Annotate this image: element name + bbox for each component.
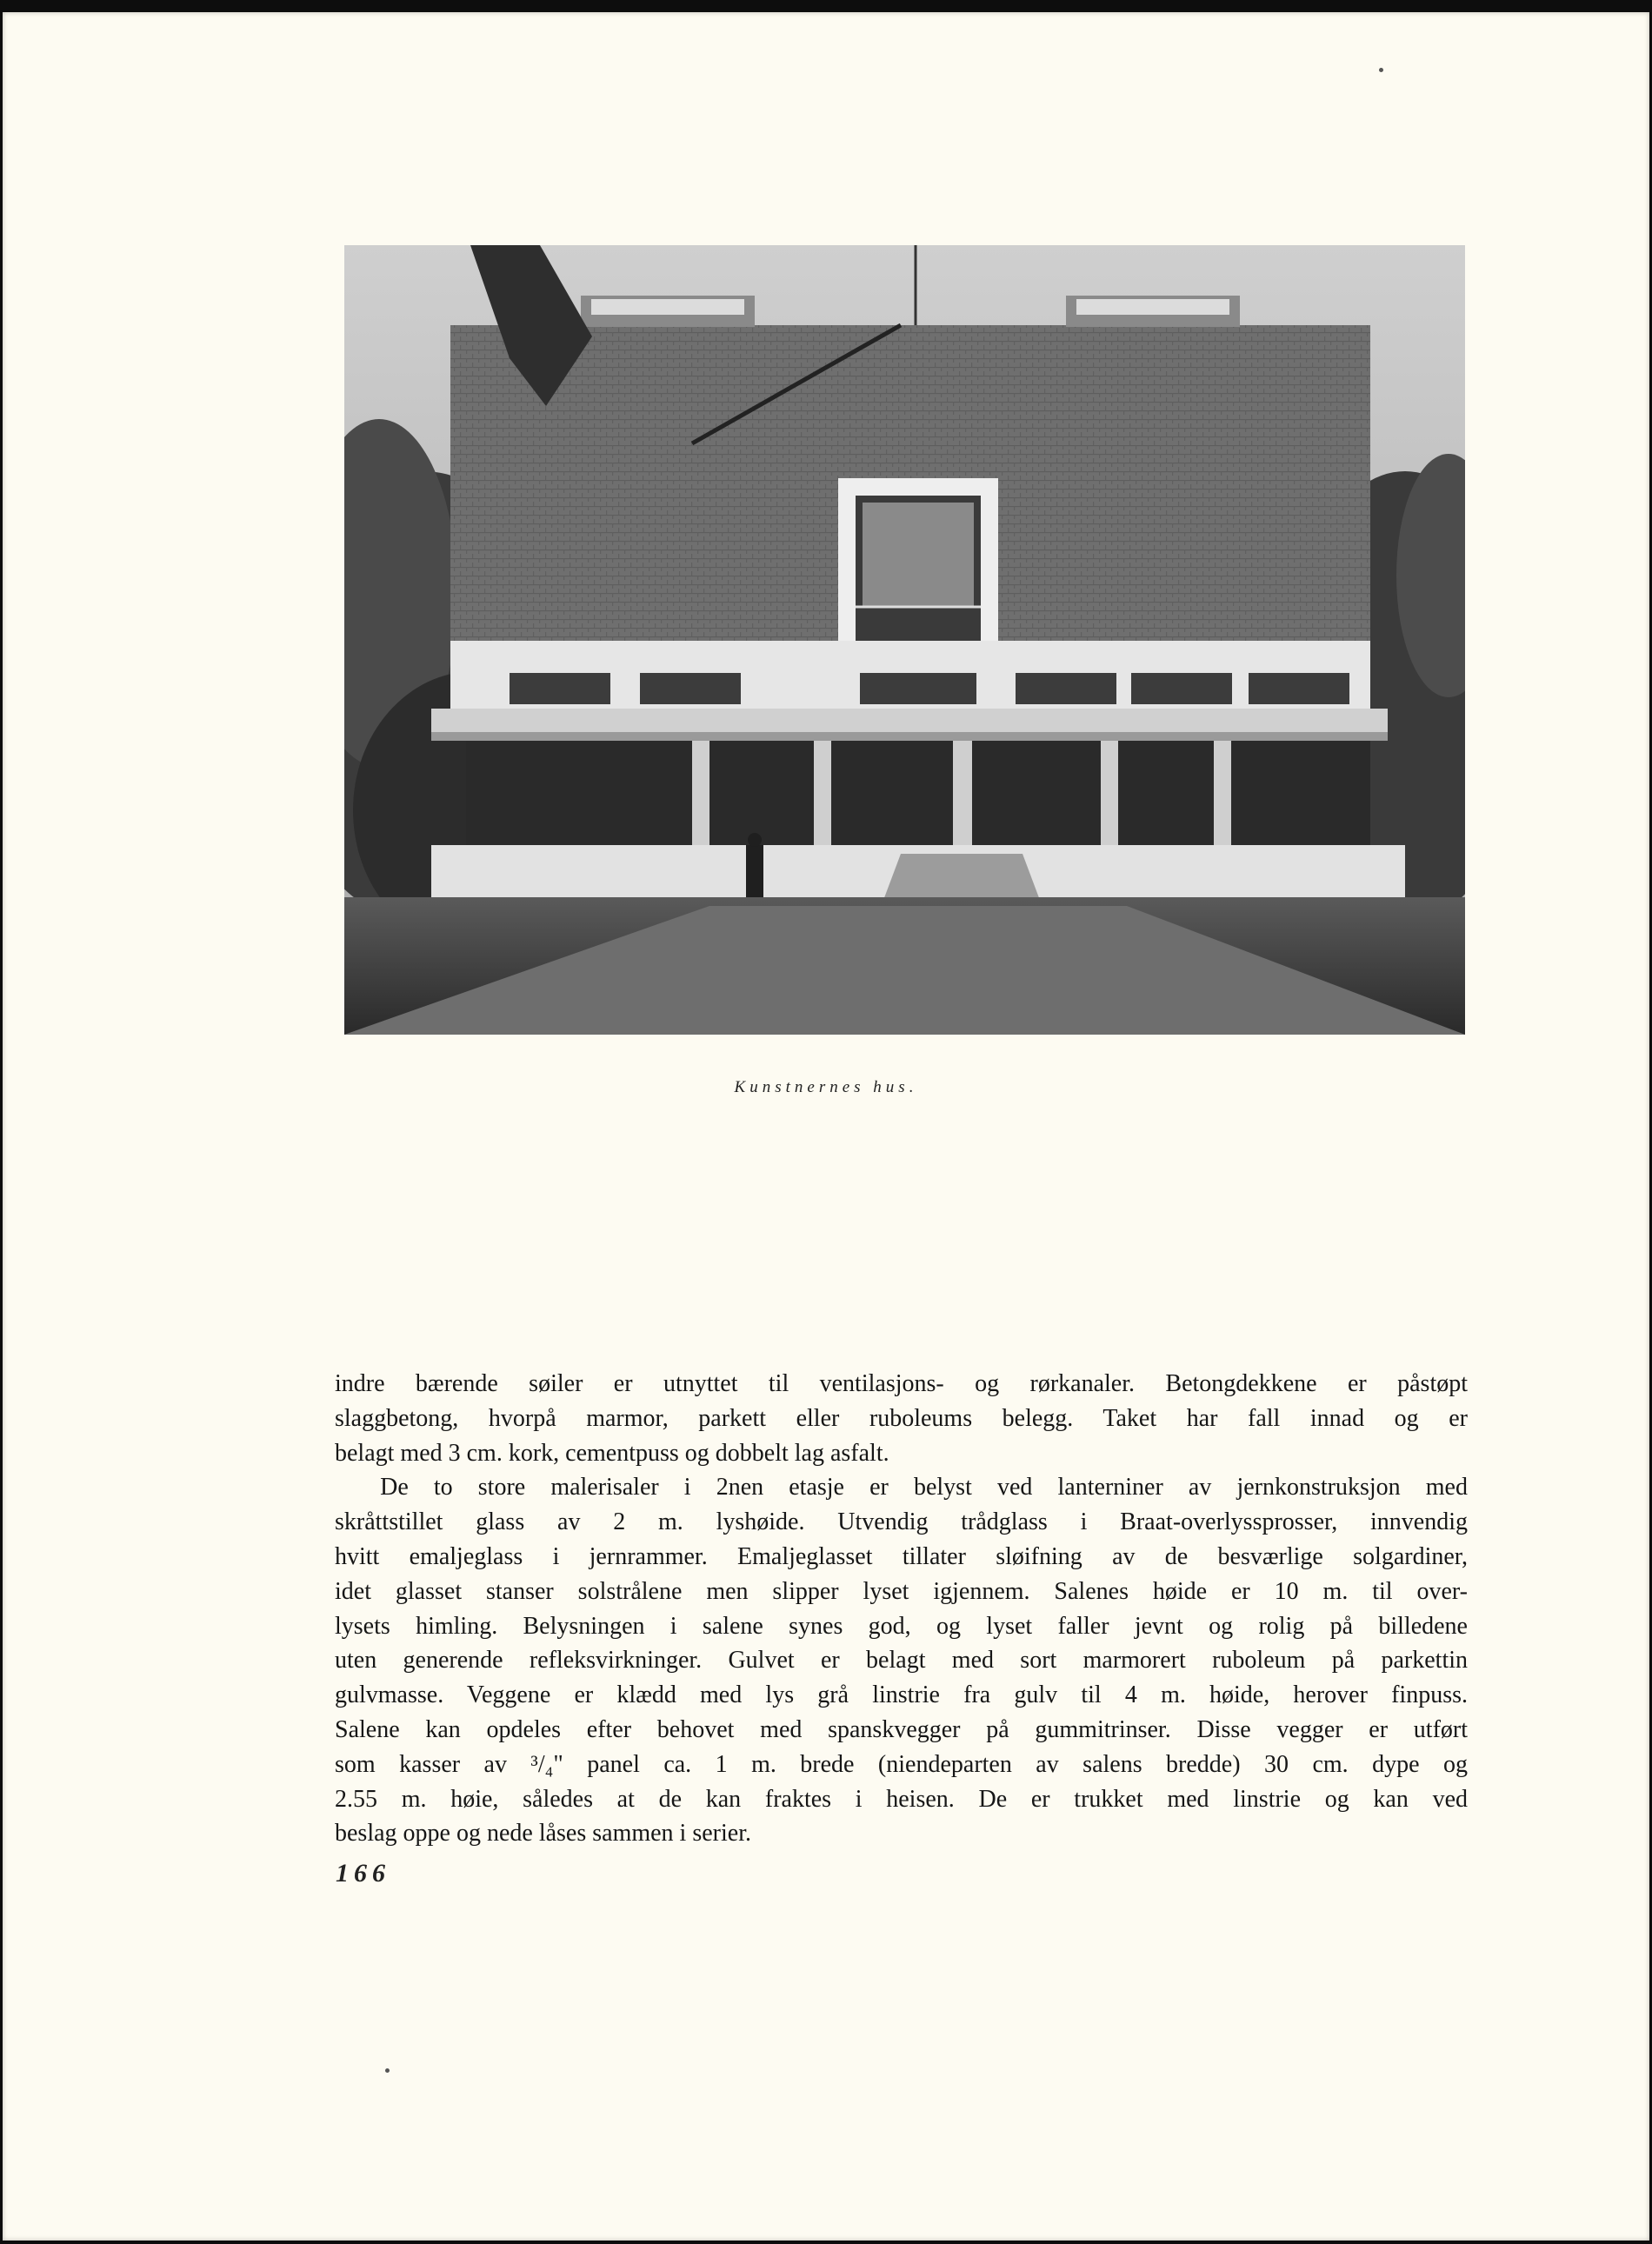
text-line: beslag oppe og nede låses sammen i serier. [335,1820,751,1848]
body-text [335,1367,1468,1851]
text-line: skråttstillet glass av 2 m. lyshøide. Utvendig trådglass i Braat-overlyssprosser, innvendig [335,1508,1468,1536]
text-line: Salene kan opdeles efter behovet med spanskvegger på gummitrinser. Disse vegger er utført [335,1715,1468,1743]
text-line: lysets himling. Belysningen i salene synes god, og lyset faller jevnt og rolig på billedene [335,1612,1468,1640]
building-photo-icon [344,245,1465,1035]
paper-speck [1379,68,1383,72]
text-line: gulvmasse. Veggene er klædd med lys grå linstrie fra gulv til 4 m. høide, herover finpuss. [335,1681,1468,1709]
text-line: slaggbetong, hvorpå marmor, parkett eller ruboleums belegg. Taket har fall innad og er [335,1404,1468,1432]
text-line: uten generende refleksvirkninger. Gulvet er belagt med sort marmorert ruboleum på parkettin [335,1647,1468,1675]
building-photograph [344,245,1465,1035]
book-page [3,12,1649,2241]
paper-speck [385,2068,390,2073]
text-line: belagt med 3 cm. kork, cementpuss og dobbelt lag asfalt. [335,1439,889,1467]
text-line: hvitt emaljeglass i jernrammer. Emaljeglasset tillater sløifning av de besværlige solgardiner, [335,1542,1468,1570]
text-line: 2.55 m. høie, således at de kan fraktes i heisen. De er trukket med linstrie og kan ved [335,1785,1468,1813]
photo-caption: Kunstnernes hus. [734,1078,918,1096]
text-line: som kasser av ³/₄" panel ca. 1 m. brede (niendeparten av salens bredde) 30 cm. dype og [335,1750,1468,1778]
text-line: indre bærende søiler er utnyttet til ventilasjons- og rørkanaler. Betongdekkene er påstøpt [335,1370,1468,1397]
text-line: De to store malerisaler i 2nen etasje er belyst ved lanterniner av jernkonstruksjon med [380,1474,1468,1502]
text-line: idet glasset stanser solstrålene men slipper lyset igjennem. Salenes høide er 10 m. til over- [335,1577,1468,1605]
page-number: 166 [336,1859,390,1888]
